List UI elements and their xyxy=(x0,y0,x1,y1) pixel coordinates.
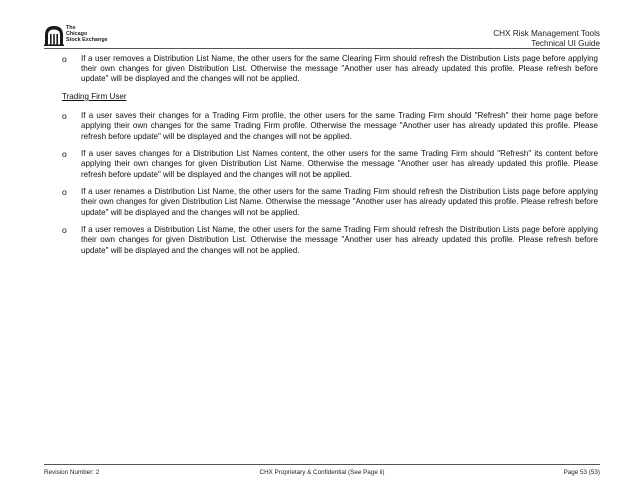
page-header xyxy=(44,24,600,48)
list-item-text: If a user removes a Distribution List Name, the other users for the same Trading Firm should refresh the Distribution Lists page before applying their own changes for given Distribution List. Otherwise the message "Another user has already updated this profile. Please refresh before update" will be displayed and the changes will not be applied. xyxy=(81,225,598,255)
chx-arch-logo-icon xyxy=(44,24,64,46)
logo-line-2: Chicago xyxy=(66,31,88,37)
bullet-marker: o xyxy=(62,111,67,122)
page-content xyxy=(62,54,598,263)
section-heading-trading-firm-user: Trading Firm User xyxy=(62,92,127,101)
logo-wordmark xyxy=(66,25,108,43)
confidential-notice: CHX Proprietary & Confidential (See Page ii) xyxy=(259,469,385,476)
list-item-text: If a user renames a Distribution List Name, the other users for the same Trading Firm should refresh the Distribution Lists page before applying their own changes for given Distribution List Name. Otherwise the message "Another user has already updated this profile. Please refresh before update" will be displayed and the changes will not be applied. xyxy=(81,187,598,217)
header-divider xyxy=(44,48,600,49)
footer-divider xyxy=(44,464,600,465)
chx-logo xyxy=(44,24,124,46)
header-subtitle: Technical UI Guide xyxy=(531,39,600,48)
bullet-marker: o xyxy=(62,54,67,64)
list-item-text: If a user saves changes for a Distribution List Names content, the other users for the same Trading Firm should "Refresh" its content before applying their own changes for given Distribution List Name. Otherwise the message "Another user has already updated this profile. Please refresh before update" will be displayed and the changes will not be applied. xyxy=(81,149,598,179)
list-item xyxy=(62,111,598,142)
list-item xyxy=(62,54,598,85)
page-number: Page 53 (53) xyxy=(563,469,600,476)
list-item xyxy=(62,187,598,218)
bullet-marker: o xyxy=(62,225,67,236)
bullet-marker: o xyxy=(62,187,67,198)
revision-number: Revision Number: 2 xyxy=(44,469,100,476)
logo-line-3: Stock Exchange xyxy=(66,37,108,43)
bullet-marker: o xyxy=(62,149,67,160)
header-title: CHX Risk Management Tools xyxy=(493,29,600,38)
list-item xyxy=(62,149,598,180)
logo-line-1: The xyxy=(66,25,76,31)
list-item-text: If a user removes a Distribution List Name, the other users for the same Clearing Firm should refresh the Distribution Lists page before applying their own changes for given Distribution List. Otherwise the message "Another user has already updated this profile. Please refresh before update" will be displayed and the changes will not be applied. xyxy=(81,54,598,84)
list-item-text: If a user saves their changes for a Trading Firm profile, the other users for the same Trading Firm should "Refresh" their home page before applying their own changes for the same Trading Firm profile. Otherwise the message "Another user has already updated this profile. Please refresh before update" will be displayed and the changes will not be applied. xyxy=(81,111,598,141)
list-item xyxy=(62,225,598,256)
header-title-block xyxy=(493,29,600,49)
page-footer xyxy=(44,468,600,478)
